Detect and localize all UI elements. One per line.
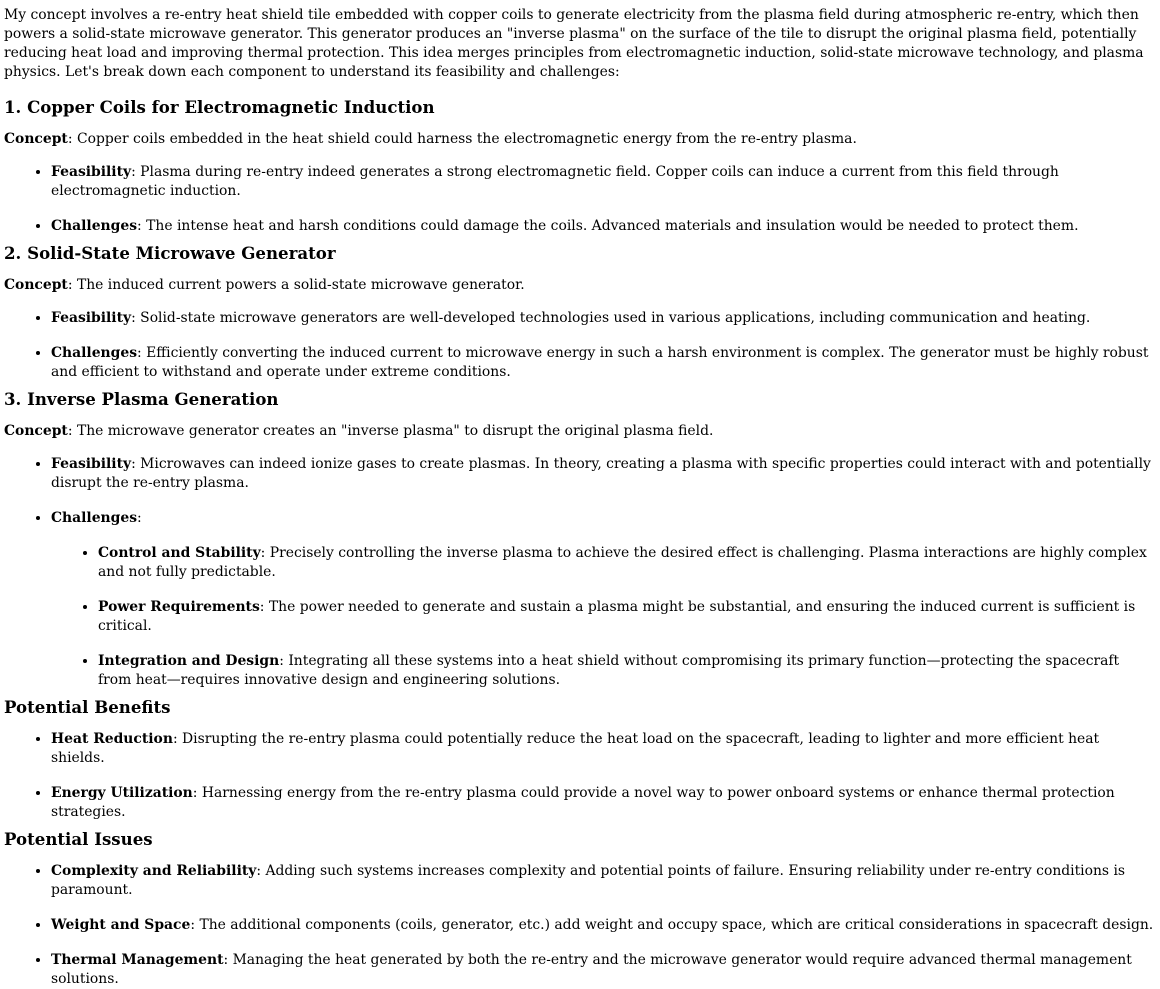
issues-list bbox=[4, 862, 1156, 989]
list-item bbox=[51, 455, 1156, 493]
list-item bbox=[51, 163, 1156, 201]
concept-text: : Copper coils embedded in the heat shield could harness the electromagnetic energy from the re-entry plasma. bbox=[67, 131, 857, 147]
concept-label: Concept bbox=[4, 277, 68, 293]
section-heading-inverse-plasma: 3. Inverse Plasma Generation bbox=[4, 389, 279, 409]
benefits-list bbox=[4, 730, 1156, 822]
item-label: Integration and Design bbox=[98, 653, 280, 669]
item-text: : Disrupting the re-entry plasma could potentially reduce the heat load on the spacecraft, leading to lighter and more efficient heat shields. bbox=[51, 731, 1100, 766]
item-label: Feasibility bbox=[51, 310, 132, 326]
item-label: Control and Stability bbox=[98, 545, 261, 561]
item-label: Feasibility bbox=[51, 456, 132, 472]
item-label: Thermal Management bbox=[51, 952, 224, 968]
concept-label: Concept bbox=[4, 131, 68, 147]
list-item bbox=[51, 951, 1156, 989]
item-label: Weight and Space bbox=[51, 917, 191, 933]
item-label: Power Requirements bbox=[98, 599, 260, 615]
concept-text: : The induced current powers a solid-state microwave generator. bbox=[67, 277, 525, 293]
list-item bbox=[51, 784, 1156, 822]
item-text: : Adding such systems increases complexity and potential points of failure. Ensuring reliability under re-entry conditions is paramount. bbox=[51, 863, 1126, 898]
section-heading-microwave-generator: 2. Solid-State Microwave Generator bbox=[4, 243, 336, 263]
nested-list-item bbox=[98, 544, 1156, 582]
nested-list bbox=[51, 544, 1156, 690]
list-item bbox=[51, 509, 1156, 690]
item-label: Challenges bbox=[51, 510, 138, 526]
item-label: Heat Reduction bbox=[51, 731, 173, 747]
item-text: : Solid-state microwave generators are well-developed technologies used in various applications, including communication and heating. bbox=[131, 310, 1091, 326]
nested-list-item bbox=[98, 598, 1156, 636]
item-text: : Microwaves can indeed ionize gases to create plasmas. In theory, creating a plasma with specific properties could interact with and potentially disrupt the re-entry plasma. bbox=[51, 456, 1151, 491]
list-item bbox=[51, 916, 1156, 935]
item-label: Feasibility bbox=[51, 164, 132, 180]
item-text: : Integrating all these systems into a heat shield without compromising its primary function—protecting the spacecraft from heat—requires innovative design and engineering solutions. bbox=[98, 653, 1120, 688]
list-item bbox=[51, 730, 1156, 768]
concept-paragraph bbox=[4, 130, 1156, 149]
concept-paragraph bbox=[4, 422, 1156, 441]
section-heading-copper-coils: 1. Copper Coils for Electromagnetic Induction bbox=[4, 97, 435, 117]
item-text: : The additional components (coils, generator, etc.) add weight and occupy space, which are critical considerations in spacecraft design. bbox=[190, 917, 1154, 933]
section-list bbox=[4, 163, 1156, 236]
section-list bbox=[4, 309, 1156, 382]
list-item bbox=[51, 862, 1156, 900]
item-label: Complexity and Reliability bbox=[51, 863, 257, 879]
issues-heading: Potential Issues bbox=[4, 829, 153, 849]
concept-text: : The microwave generator creates an "inverse plasma" to disrupt the original plasma field. bbox=[67, 423, 714, 439]
item-text: : The intense heat and harsh conditions could damage the coils. Advanced materials and insulation would be needed to protect them. bbox=[137, 218, 1079, 234]
item-text: : Managing the heat generated by both the re-entry and the microwave generator would require advanced thermal management solutions. bbox=[51, 952, 1132, 987]
intro-paragraph: My concept involves a re-entry heat shield tile embedded with copper coils to generate electricity from the plasma field during atmospheric re-entry, which then powers a solid-state microwave generator. This generator produces an "inverse plasma" on the surface of the tile to disrupt the original plasma field, potentially reducing heat load and improving thermal protection. This idea merges principles from electromagnetic induction, solid-state microwave technology, and plasma physics. Let's break down each component to understand its feasibility and challenges: bbox=[4, 7, 1144, 80]
item-label: Energy Utilization bbox=[51, 785, 193, 801]
item-text: : bbox=[137, 510, 142, 526]
list-item bbox=[51, 309, 1156, 328]
concept-label: Concept bbox=[4, 423, 68, 439]
benefits-heading: Potential Benefits bbox=[4, 697, 171, 717]
item-text: : The power needed to generate and sustain a plasma might be substantial, and ensuring the induced current is sufficient is critical. bbox=[98, 599, 1136, 634]
nested-list-item bbox=[98, 652, 1156, 690]
section-list bbox=[4, 455, 1156, 690]
list-item bbox=[51, 344, 1156, 382]
list-item bbox=[51, 217, 1156, 236]
item-text: : Plasma during re-entry indeed generates a strong electromagnetic field. Copper coils can induce a current from this field through electromagnetic induction. bbox=[51, 164, 1059, 199]
item-text: : Harnessing energy from the re-entry plasma could provide a novel way to power onboard systems or enhance thermal protection strategies. bbox=[51, 785, 1115, 820]
item-label: Challenges bbox=[51, 345, 138, 361]
item-label: Challenges bbox=[51, 218, 138, 234]
concept-paragraph bbox=[4, 276, 1156, 295]
item-text: : Precisely controlling the inverse plasma to achieve the desired effect is challenging. Plasma interactions are highly complex and not fully predictable. bbox=[98, 545, 1147, 580]
item-text: : Efficiently converting the induced current to microwave energy in such a harsh environment is complex. The generator must be highly robust and efficient to withstand and operate under extreme conditions. bbox=[51, 345, 1149, 380]
